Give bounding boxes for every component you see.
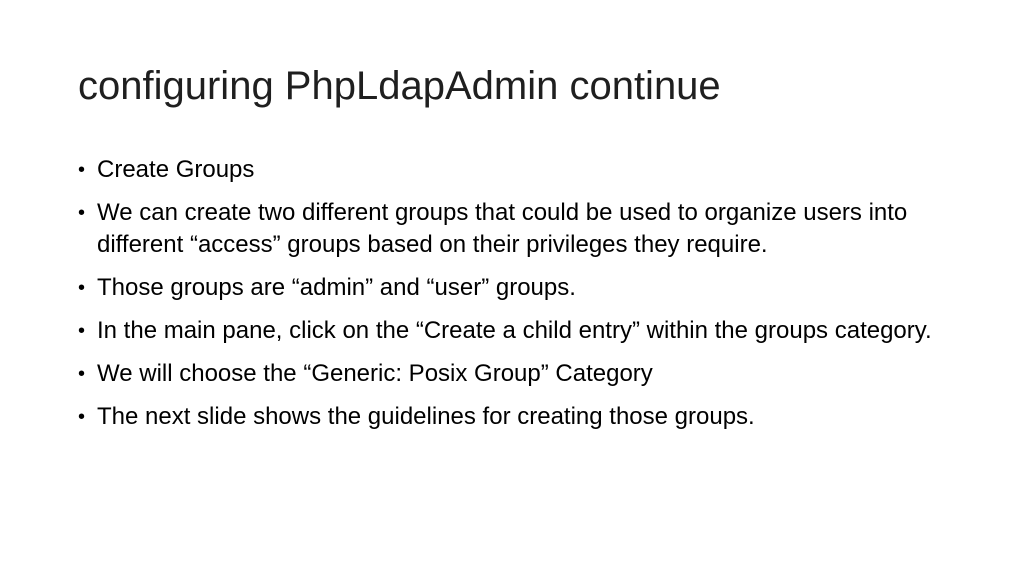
bullet-text: We can create two different groups that could be used to organize users into different “access” groups based on their privileges they require. [97, 199, 908, 258]
bullet-item-two-groups [78, 197, 958, 261]
bullet-item-create-groups [78, 154, 958, 186]
bullet-text: The next slide shows the guidelines for creating those groups. [97, 403, 755, 430]
bullet-marker: • [78, 202, 86, 224]
bullet-marker: • [78, 363, 86, 385]
bullet-text: We will choose the “Generic: Posix Group” Category [97, 360, 653, 387]
bullet-marker: • [78, 159, 86, 181]
bullet-marker: • [78, 277, 86, 299]
bullet-text: In the main pane, click on the “Create a child entry” within the groups category. [97, 317, 932, 344]
bullet-text: Those groups are “admin” and “user” groups. [97, 274, 576, 301]
bullet-item-next-slide [78, 401, 958, 433]
bullet-item-admin-user [78, 272, 958, 304]
bullet-marker: • [78, 320, 86, 342]
bullet-marker: • [78, 406, 86, 428]
bullet-text: Create Groups [97, 156, 255, 183]
bullet-item-child-entry [78, 315, 958, 347]
slide-title: configuring PhpLdapAdmin continue [78, 64, 721, 108]
bullet-item-posix-group [78, 358, 958, 390]
bullet-list [78, 154, 958, 444]
